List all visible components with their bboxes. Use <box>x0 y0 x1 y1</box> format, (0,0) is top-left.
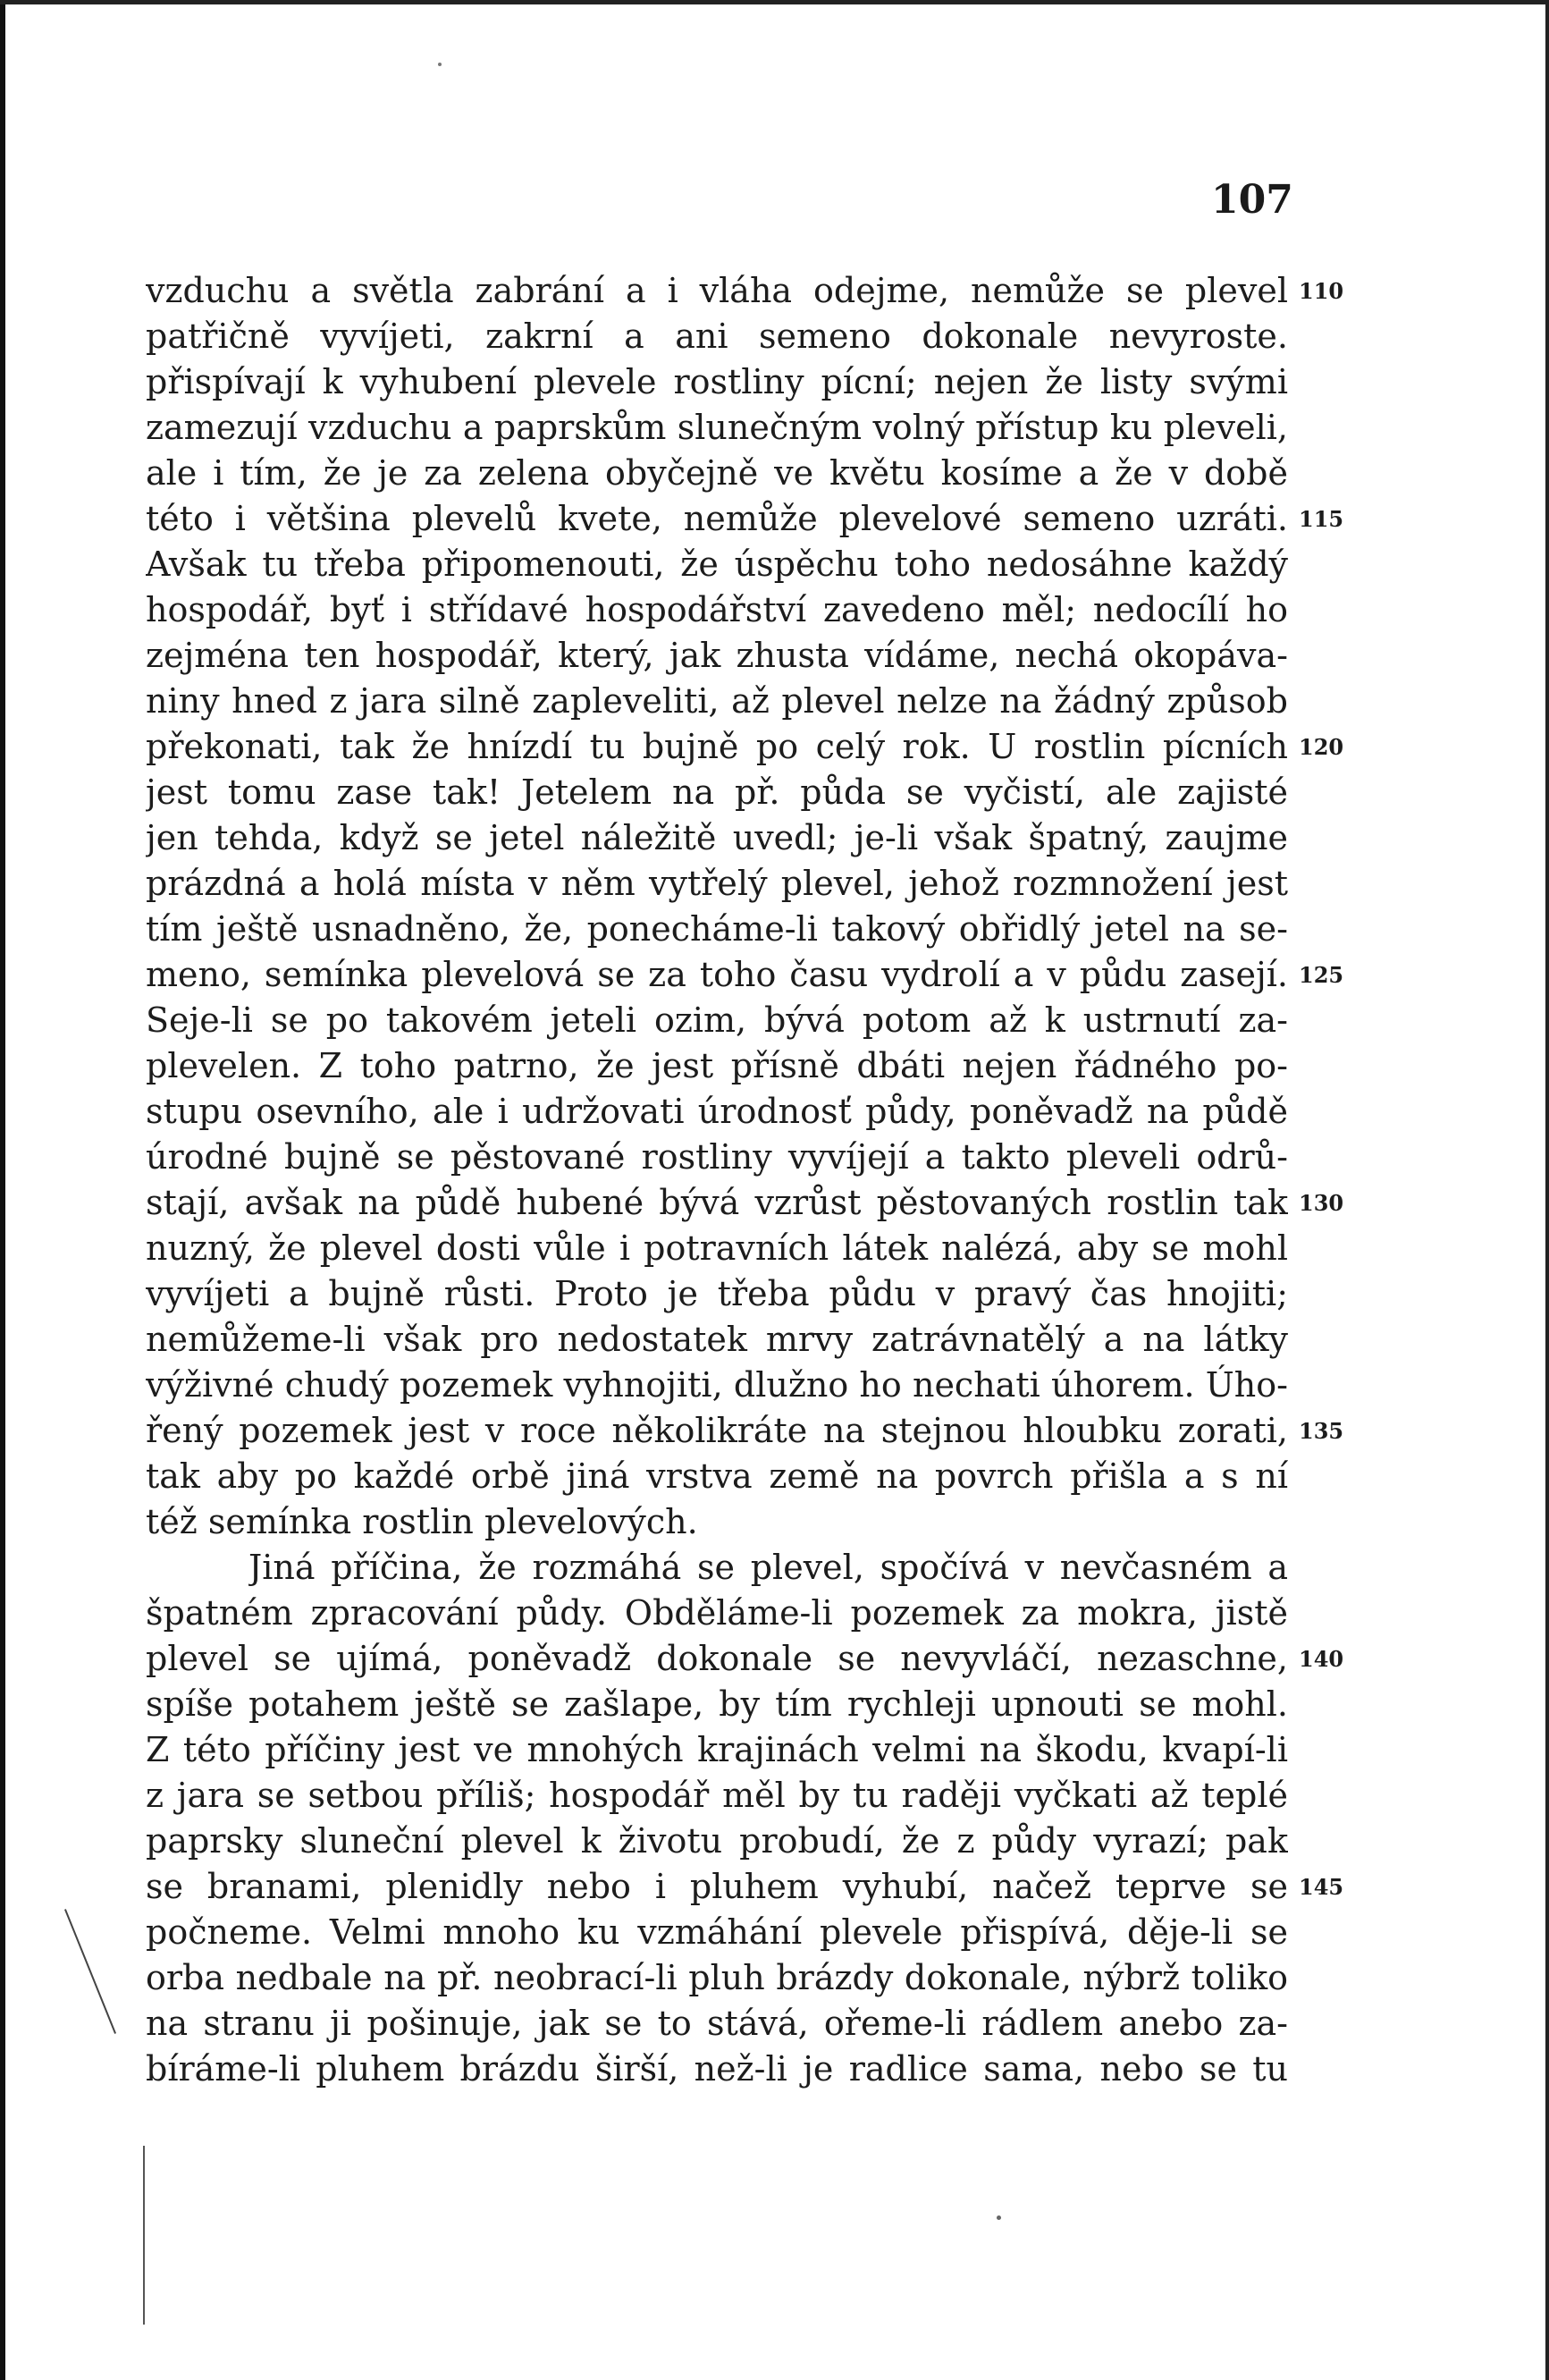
text-line-content: Z této příčiny jest ve mnohých krajinách velmi na škodu, kvapí-li <box>146 1730 1288 1769</box>
text-line <box>146 1135 1288 1180</box>
text-line-content: spíše potahem ještě se zašlape, by tím rychleji upnouti se mohl. <box>146 1684 1288 1724</box>
text-line-content: ale i tím, že je za zelena obyčejně ve květu kosíme a že v době <box>146 453 1288 493</box>
text-line <box>146 1226 1288 1271</box>
text-line-content: tak aby po každé orbě jiná vrstva země na povrch přišla a s ní <box>146 1456 1288 1496</box>
text-line-content: úrodné bujně se pěstované rostliny vyvíjejí a takto pleveli odrů- <box>146 1137 1288 1177</box>
text-line-content: jen tehda, když se jetel náležitě uvedl; je-li však špatný, zaujme <box>146 818 1288 857</box>
body-text <box>146 268 1344 2092</box>
text-line-content: Avšak tu třeba připomenouti, že úspěchu toho nedosáhne každý <box>146 544 1288 584</box>
text-line-content: Jiná příčina, že rozmáhá se plevel, spočívá v nevčasném a <box>248 1548 1288 1587</box>
text-line <box>146 770 1288 815</box>
text-line <box>146 542 1288 587</box>
text-line-content: překonati, tak že hnízdí tu bujně po celý rok. U rostlin pícních <box>146 727 1288 766</box>
text-line-content: nemůžeme-li však pro nedostatek mrvy zatrávnatělý a na látky <box>146 1320 1288 1359</box>
text-line <box>146 633 1288 679</box>
text-line <box>146 1955 1288 2001</box>
page-number: 107 <box>1211 177 1293 223</box>
text-line-content: bíráme-li pluhem brázdu širší, než-li je radlice sama, nebo se tu <box>146 2049 1288 2089</box>
text-line-content: paprsky sluneční plevel k životu probudí, že z půdy vyrazí; pak <box>146 1821 1288 1861</box>
text-line-content: přispívají k vyhubení plevele rostliny pícní; nejen že listy svými <box>146 362 1288 401</box>
text-line <box>146 1043 1288 1089</box>
scan-mark <box>997 2215 1001 2220</box>
line-number: 110 <box>1299 278 1344 304</box>
text-line <box>146 2001 1288 2047</box>
text-line-content: patřičně vyvíjeti, zakrní a ani semeno dokonale nevyroste. <box>146 316 1288 356</box>
scan-top-border <box>0 0 1549 4</box>
text-line <box>146 1864 1344 1910</box>
line-number: 145 <box>1299 1874 1344 1900</box>
text-line-content: se branami, plenidly nebo i pluhem vyhubí, načež teprve se <box>146 1867 1288 1906</box>
text-line-content: výživné chudý pozemek vyhnojiti, dlužno ho nechati úhorem. Úho- <box>146 1365 1288 1405</box>
text-line-content: stají, avšak na půdě hubené bývá vzrůst pěstovaných rostlin tak <box>146 1183 1288 1222</box>
text-line-content: nuzný, že plevel dosti vůle i potravních látek nalézá, aby se mohl <box>146 1228 1288 1268</box>
text-line <box>146 314 1288 359</box>
line-number: 125 <box>1299 962 1344 988</box>
text-line <box>146 1317 1288 1363</box>
text-line <box>146 1271 1288 1317</box>
text-line-content: plevel se ujímá, poněvadž dokonale se nevyvláčí, nezaschne, <box>146 1639 1288 1678</box>
text-line-content: plevelen. Z toho patrno, že jest přísně dbáti nejen řádného po- <box>146 1046 1288 1085</box>
text-line <box>146 451 1288 496</box>
text-line-content: počneme. Velmi mnoho ku vzmáhání plevele přispívá, děje-li se <box>146 1912 1288 1952</box>
text-line <box>146 1819 1288 1864</box>
text-line <box>146 496 1344 542</box>
text-line <box>146 1089 1288 1135</box>
scan-mark <box>64 1909 116 2034</box>
scan-mark <box>438 63 442 66</box>
text-line <box>146 405 1288 451</box>
text-line <box>146 1682 1288 1727</box>
text-line-content: zejména ten hospodář, který, jak zhusta vídáme, nechá okopáva- <box>146 636 1288 675</box>
text-line-content: vzduchu a světla zabrání a i vláha odejme, nemůže se plevel <box>146 271 1288 310</box>
text-line-content: řený pozemek jest v roce několikráte na stejnou hloubku zorati, <box>146 1411 1288 1450</box>
text-line <box>146 907 1288 952</box>
scan-right-border <box>1545 0 1549 2380</box>
text-line-content: tím ještě usnadněno, že, ponecháme-li takový obřidlý jetel na se- <box>146 909 1288 949</box>
line-number: 130 <box>1299 1190 1344 1216</box>
text-line <box>146 359 1288 405</box>
text-line-content: též semínka rostlin plevelových. <box>146 1502 698 1541</box>
text-line-content: zamezují vzduchu a paprskům slunečným volný přístup ku pleveli, <box>146 408 1288 447</box>
line-number: 135 <box>1299 1418 1344 1444</box>
text-line <box>146 679 1288 724</box>
scan-left-border <box>0 0 5 2380</box>
text-line-content: stupu osevního, ale i udržovati úrodnosť půdy, poněvadž na půdě <box>146 1092 1288 1131</box>
line-number: 120 <box>1299 734 1344 760</box>
text-line <box>146 1727 1288 1773</box>
text-line-content: prázdná a holá místa v něm vytřelý plevel, jehož rozmnožení jest <box>146 864 1288 903</box>
text-line <box>146 815 1288 861</box>
text-line <box>146 861 1288 907</box>
text-line-content: této i většina plevelů kvete, nemůže plevelové semeno uzráti. <box>146 499 1288 538</box>
text-line <box>146 724 1344 770</box>
scan-mark <box>143 2146 145 2325</box>
text-line-content: vyvíjeti a bujně růsti. Proto je třeba půdu v pravý čas hnojiti; <box>146 1274 1288 1313</box>
text-line <box>146 1591 1288 1636</box>
text-line-content: z jara se setbou příliš; hospodář měl by tu raději vyčkati až teplé <box>146 1776 1288 1815</box>
text-line-content: meno, semínka plevelová se za toho času vydrolí a v půdu zasejí. <box>146 955 1288 994</box>
text-line <box>146 268 1344 314</box>
line-number: 140 <box>1299 1646 1344 1672</box>
text-line <box>146 1636 1344 1682</box>
text-line <box>146 1910 1288 1955</box>
text-line <box>146 998 1288 1043</box>
text-line-content: Seje-li se po takovém jeteli ozim, bývá potom až k ustrnutí za- <box>146 1000 1288 1040</box>
text-line <box>146 1454 1288 1499</box>
text-line <box>146 1499 1288 1545</box>
line-number: 115 <box>1299 506 1344 532</box>
text-line <box>146 1773 1288 1819</box>
text-line <box>146 1363 1288 1408</box>
text-line <box>146 2047 1288 2092</box>
text-line-content: niny hned z jara silně zapleveliti, až plevel nelze na žádný způsob <box>146 681 1288 721</box>
text-line-content: orba nedbale na př. neobrací-li pluh brázdy dokonale, nýbrž toliko <box>146 1958 1288 1997</box>
text-line <box>146 1545 1288 1591</box>
text-line <box>146 1408 1344 1454</box>
text-line-content: hospodář, byť i střídavé hospodářství zavedeno měl; nedocílí ho <box>146 590 1288 629</box>
text-line <box>146 952 1344 998</box>
text-line <box>146 1180 1344 1226</box>
text-line <box>146 587 1288 633</box>
text-line-content: jest tomu zase tak! Jetelem na př. půda se vyčistí, ale zajisté <box>146 772 1288 812</box>
text-line-content: na stranu ji pošinuje, jak se to stává, ořeme-li rádlem anebo za- <box>146 2004 1288 2043</box>
text-line-content: špatném zpracování půdy. Obděláme-li pozemek za mokra, jistě <box>146 1593 1288 1633</box>
